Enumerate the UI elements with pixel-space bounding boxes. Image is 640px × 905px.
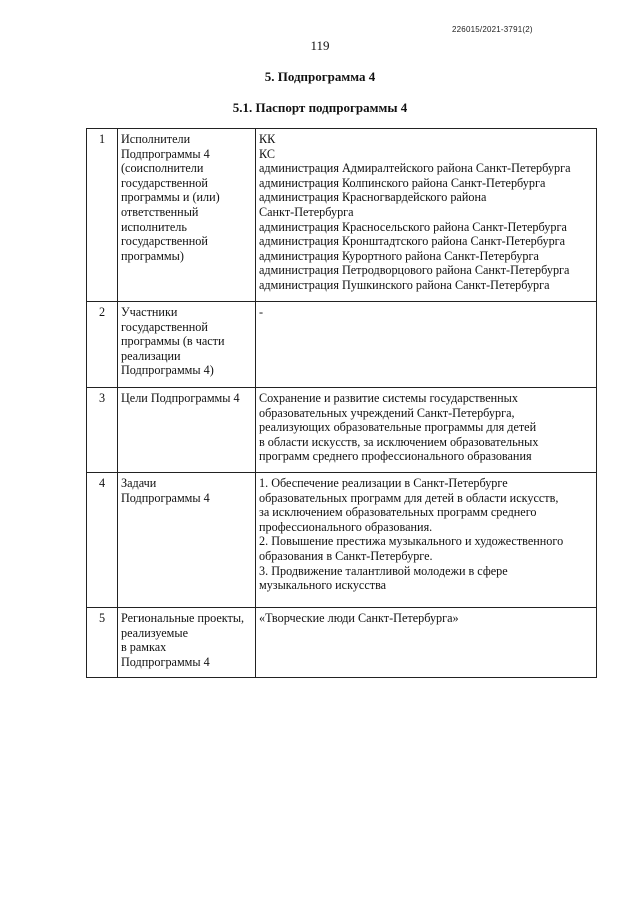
row-label-line: Подпрограммы 4 [121,654,210,669]
row-number: 4 [87,473,118,608]
page-number: 119 [310,38,330,53]
row-label-line: Цели Подпрограммы 4 [121,391,240,405]
row-label [118,388,256,473]
row-value-line: Санкт-Петербурга [259,204,354,219]
row-label-line: Региональные проекты, [121,611,245,625]
row-label [118,608,256,678]
row-value [256,608,597,678]
row-label-line: реализации [121,348,181,363]
row-label-line: программы) [121,248,184,263]
row-value-line: «Творческие люди Санкт-Петербурга» [259,611,459,625]
row-label-line: ответственный [121,204,199,219]
row-label-line: Подпрограммы 4) [121,363,214,378]
row-number: 5 [87,608,118,678]
row-value-line: программ среднего профессионального образования [259,449,532,464]
table-row [87,129,597,302]
row-value-line: администрация Курортного района Санкт-Петербурга [259,248,539,263]
row-label-line: Задачи [121,476,157,490]
row-number: 1 [87,129,118,302]
row-value-line: - [259,305,264,319]
row-label-line: программы (в части [121,334,225,349]
table-row [87,473,597,608]
row-value-line: 2. Повышение престижа музыкального и художественного [259,534,564,549]
row-value-line: администрация Красносельского района Санкт-Петербурга [259,219,567,234]
row-label-line: программы и (или) [121,190,220,205]
row-value-line: администрация Адмиралтейского района Санкт-Петербурга [259,161,571,176]
section-title: 5. Подпрограмма 4 [264,69,376,84]
row-label-line: исполнитель [121,219,187,234]
row-label [118,302,256,388]
row-value-line: Сохранение и развитие системы государственных [259,391,518,405]
row-value-line: 3. Продвижение талантливой молодежи в сфере [259,563,508,578]
row-value-line: 1. Обеспечение реализации в Санкт-Петербурге [259,476,508,490]
row-number: 2 [87,302,118,388]
passport-table [86,128,597,678]
row-value-line: профессионального образования. [259,519,433,534]
row-value-line: образования в Санкт-Петербурге. [259,548,433,563]
row-label-line: Исполнители [121,132,191,146]
row-value [256,388,597,473]
document-id: 226015/2021-3791(2) [452,25,533,34]
row-label-line: государственной [121,234,208,249]
row-value-line: администрация Колпинского района Санкт-Петербурга [259,175,546,190]
row-value-line: за исключением образовательных программ среднего [259,505,537,520]
row-label [118,473,256,608]
row-value-line: реализующих образовательные программы для детей [259,420,537,435]
row-value-line: администрация Пушкинского района Санкт-Петербурга [259,277,550,292]
table-row [87,608,597,678]
row-label-line: Подпрограммы 4 [121,490,210,505]
row-value-line: администрация Красногвардейского района [259,190,487,205]
row-value-line: КК [259,132,276,146]
table-row [87,302,597,388]
row-value [256,302,597,388]
row-label-line: государственной [121,319,208,334]
row-number: 3 [87,388,118,473]
row-value [256,129,597,302]
row-value-line: администрация Петродворцового района Санкт-Петербурга [259,263,570,278]
row-label-line: государственной [121,175,208,190]
table-row [87,388,597,473]
row-value-line: музыкального искусства [259,578,387,593]
row-label-line: Подпрограммы 4 [121,146,210,161]
row-value-line: образовательных учреждений Санкт-Петербурга, [259,405,515,420]
row-label-line: Участники [121,305,178,319]
row-label [118,129,256,302]
row-label-line: (соисполнители [121,161,204,176]
row-value-line: администрация Кронштадтского района Санкт-Петербурга [259,234,566,249]
passport-table-body [87,129,597,678]
section-subtitle: 5.1. Паспорт подпрограммы 4 [232,100,408,115]
row-value-line: образовательных программ для детей в области искусств, [259,490,559,505]
row-label-line: в рамках [121,640,167,655]
row-value-line: в области искусств, за исключением образовательных [259,434,539,449]
row-label-line: реализуемые [121,625,188,640]
row-value-line: КС [259,146,275,161]
row-value [256,473,597,608]
